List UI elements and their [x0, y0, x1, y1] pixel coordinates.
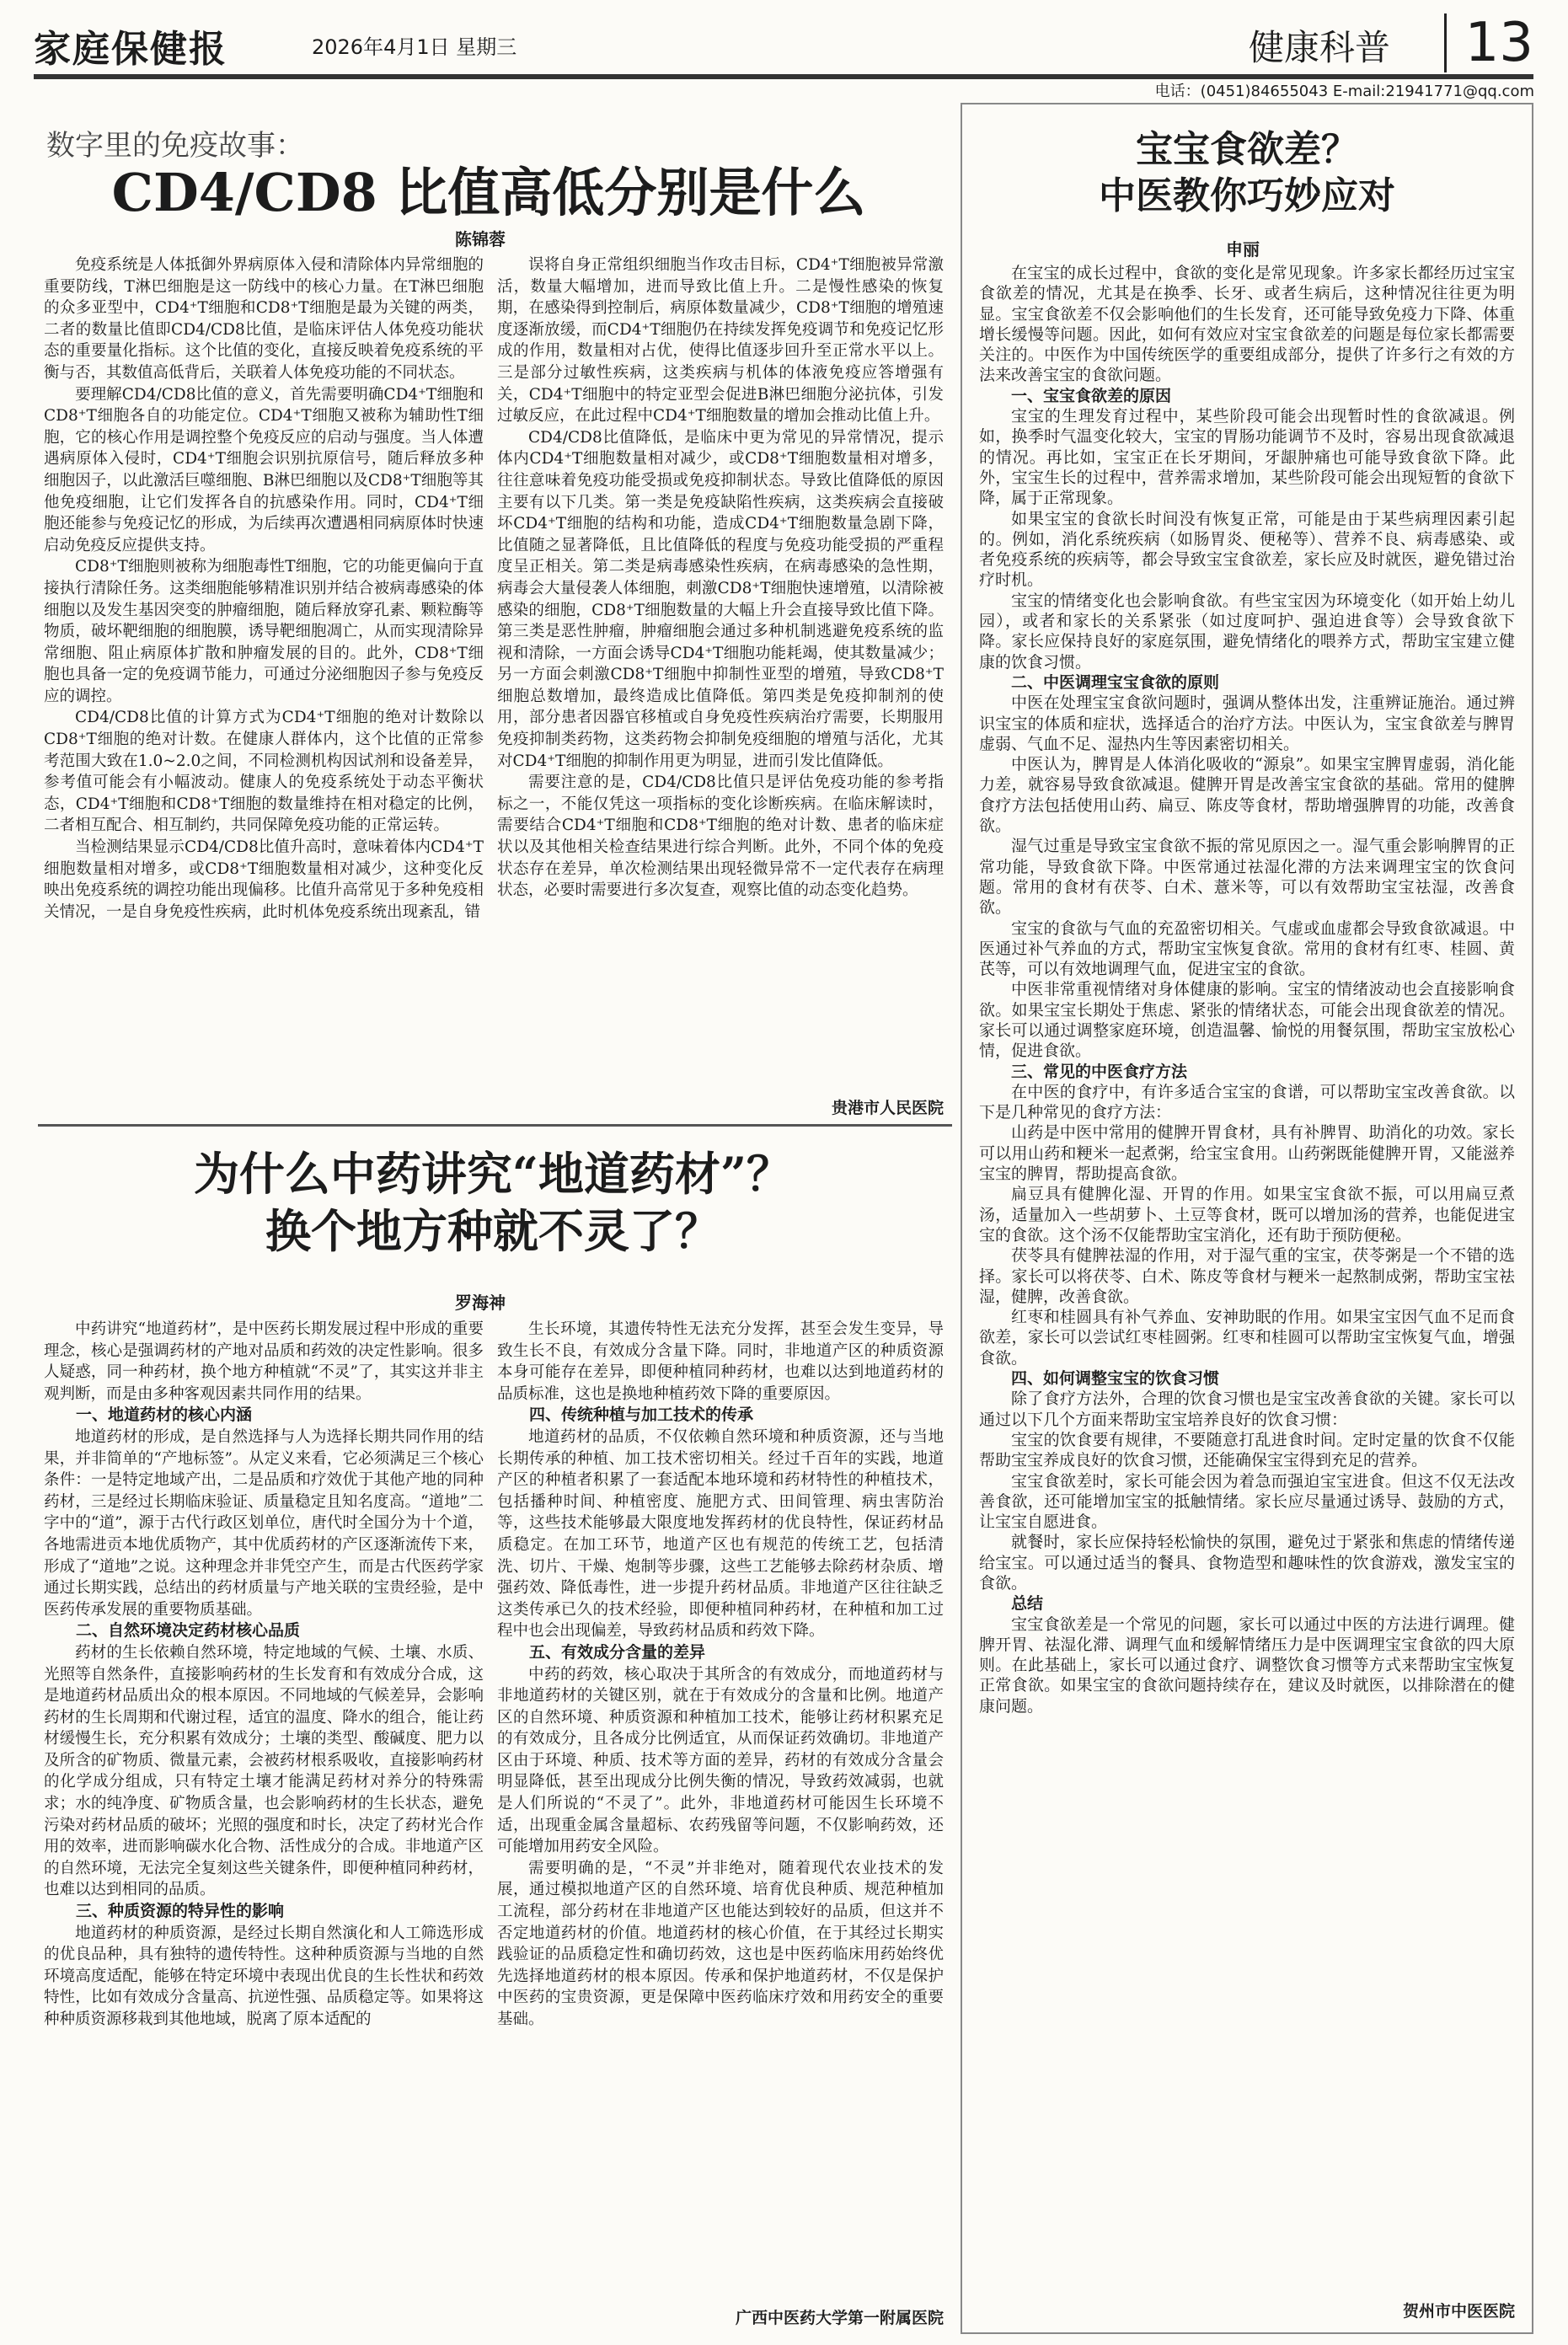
section-heading: 五、有效成分含量的差异 [529, 1642, 706, 1662]
paragraph: 宝宝食欲差时，家长可能会因为着急而强迫宝宝进食。但这不仅无法改善食欲，还可能增加宝宝的抵触情绪。家长应尽量通过诱导、鼓励的方式，让宝宝自愿进食。 [979, 1471, 1515, 1532]
article3-title-line-2: 中医教你巧妙应对 [1099, 174, 1395, 217]
article1-column-2 [497, 254, 944, 1097]
paragraph: CD4/CD8比值的计算方式为CD4⁺T细胞的绝对计数除以CD8⁺T细胞的绝对计数。在健康人群体内，这个比值的正常参考范围大致在1.0~2.0之间，不同检测机构因试剂和设备差异，参考值可能会有小幅波动。健康人的免疫系统处于动态平衡状态，CD4⁺T细胞和CD8⁺T细胞的数量维持在相对稳定的比例，二者相互配合、相互制约，共同保障免疫功能的正常运转。 [44, 709, 484, 835]
section-heading: 总结 [1011, 1594, 1044, 1614]
paragraph: 免疫系统是人体抵御外界病原体入侵和清除体内异常细胞的重要防线，T淋巴细胞是这一防线中的核心力量。在T淋巴细胞的众多亚型中，CD4⁺T细胞和CD8⁺T细胞是最为关键的两类，二者的数量比值即CD4/CD8比值，是临床评估人体免疫功能状态的重要量化指标。这个比值的变化，直接反映着免疫系统的平衡与否，其数值高低背后，关联着人体免疫功能的不同状态。 [44, 256, 484, 382]
paragraph: 要理解CD4/CD8比值的意义，首先需要明确CD4⁺T细胞和CD8⁺T细胞各自的功能定位。CD4⁺T细胞又被称为辅助性T细胞，它的核心作用是调控整个免疫反应的启动与强度。当人体遭遇病原体入侵时，CD4⁺T细胞会识别抗原信号，随后释放多种细胞因子，以此激活巨噬细胞、B淋巴细胞以及CD8⁺T细胞等其他免疫细胞，让它们发挥各自的抗感染作用。同时，CD4⁺T细胞还能参与免疫记忆的形成，为后续再次遭遇相同病原体时快速启动免疫反应提供支持。 [44, 385, 484, 554]
article1-title: CD4/CD8 比值高低分别是什么 [111, 162, 866, 223]
issue-date: 2026年4月1日 星期三 [312, 35, 517, 59]
article3-title [969, 126, 1525, 219]
paragraph: 地道药材的形成，是自然选择与人为选择长期共同作用的结果，并非简单的“产地标签”。从定义来看，它必须满足三个核心条件：一是特定地域产出，二是品质和疗效优于其他产地的同种药材，三是经过长期临床验证、质量稳定且知名度高。“道地”二字中的“道”，源于古代行政区划单位，唐代时全国分为十个道，各地需进贡本地优质物产，其中优质药材的产区逐渐流传下来，形成了“道地”之说。这种理念并非凭空产生，而是古代医药学家通过长期实践，总结出的药材质量与产地关联的宝贵经验，是中医药传承发展的重要物质基础。 [44, 1427, 484, 1619]
paragraph: CD4/CD8比值降低，是临床中更为常见的异常情况，提示体内CD4⁺T细胞数量相对减少，或CD8⁺T细胞数量相对增多，往往意味着免疫功能受损或免疫抑制状态。导致比值降低的原因主要有以下几类。第一类是免疫缺陷性疾病，这类疾病会直接破坏CD4⁺T细胞的结构和功能，造成CD4⁺T细胞数量急剧下降，比值随之显著降低，且比值降低的程度与免疫功能受损的严重程度呈正相关。第二类是病毒感染性疾病，在病毒感染的急性期，病毒会大量侵袭人体细胞，刺激CD8⁺T细胞快速增殖，以清除被感染的细胞，CD8⁺T细胞数量的大幅上升会直接导致比值下降。第三类是恶性肿瘤，肿瘤细胞会通过多种机制逃避免疫系统的监视和清除，一方面会诱导CD4⁺T细胞功能耗竭，使其数量减少；另一方面会刺激CD8⁺T细胞中抑制性亚型的增殖，导致CD8⁺T细胞总数增加，最终造成比值降低。第四类是免疫抑制剂的使用，部分患者因器官移植或自身免疫性疾病治疗需要，长期服用免疫抑制类药物，这类药物会抑制免疫细胞的增殖与活化，尤其对CD4⁺T细胞的抑制作用更为明显，进而引发比值降低。 [497, 428, 944, 770]
paragraph: 扁豆具有健脾化湿、开胃的作用。如果宝宝食欲不振，可以用扁豆煮汤，适量加入一些胡萝卜、土豆等食材，既可以增加汤的营养，也能促进宝宝的食欲。这个汤不仅能帮助宝宝消化，还有助于预防便秘。 [979, 1185, 1515, 1245]
paragraph: 红枣和桂圆具有补气养血、安神助眠的作用。如果宝宝因气血不足而食欲差，家长可以尝试红枣桂圆粥。红枣和桂圆可以帮助宝宝恢复气血，增强食欲。 [979, 1308, 1515, 1368]
section-heading: 四、如何调整宝宝的饮食习惯 [1011, 1369, 1220, 1389]
article2-column-2 [497, 1319, 944, 2305]
paragraph: 需要注意的是，CD4/CD8比值只是评估免疫功能的参考指标之一，不能仅凭这一项指标的变化诊断疾病。在临床解读时，需要结合CD4⁺T细胞和CD8⁺T细胞的绝对计数、患者的临床症状以及其他相关检查结果进行综合判断。此外，不同个体的免疫状态存在差异，单次检测结果出现轻微异常不一定代表存在病理状态，必要时需要进行多次复查，观察比值的动态变化趋势。 [497, 774, 944, 900]
paragraph: 药材的生长依赖自然环境，特定地域的气候、土壤、水质、光照等自然条件，直接影响药材的生长发育和有效成分合成，这是地道药材品质出众的根本原因。不同地域的气候差异，会影响药材的生长周期和代谢过程，适宜的温度、降水的组合，能让药材缓慢生长，充分积累有效成分；土壤的类型、酸碱度、肥力以及所含的矿物质、微量元素，会被药材根系吸收，直接影响药材的化学成分组成，只有特定土壤才能满足药材对养分的特殊需求；水的纯净度、矿物质含量，也会影响药材的生长状态，避免污染对药材品质的破坏；光照的强度和时长，决定了药材光合作用的效率，进而影响碳水化合物、活性成分的合成。非地道产区的自然环境，无法完全复刻这些关键条件，即便种植同种药材，也难以达到相同的品质。 [44, 1643, 484, 1899]
paragraph: 湿气过重是导致宝宝食欲不振的常见原因之一。湿气重会影响脾胃的正常功能，导致食欲下降。中医常通过祛湿化滞的方法来调理宝宝的饮食问题。常用的食材有茯苓、白术、薏米等，可以有效帮助宝宝祛湿，改善食欲。 [979, 837, 1515, 918]
paragraph: 在宝宝的成长过程中，食欲的变化是常见现象。许多家长都经历过宝宝食欲差的情况，尤其是在换季、长牙、或者生病后，这种情况往往更为明显。宝宝食欲差不仅会影响他们的生长发育，还可能导致免疫力下降、体重增长缓慢等问题。因此，如何有效应对宝宝食欲差的问题是每位家长都需要关注的。中医作为中国传统医学的重要组成部分，提供了许多行之有效的方法来改善宝宝的食欲问题。 [979, 264, 1515, 385]
section-heading: 一、宝宝食欲差的原因 [1011, 386, 1172, 405]
paragraph: 除了食疗方法外，合理的饮食习惯也是宝宝改善食欲的关键。家长可以通过以下几个方面来帮助宝宝培养良好的饮食习惯： [979, 1389, 1515, 1429]
article3-source: 贺州市中医医院 [1402, 2302, 1515, 2321]
paragraph: 在中医的食疗中，有许多适合宝宝的食谱，可以帮助宝宝改善食欲。以下是几种常见的食疗方法： [979, 1082, 1515, 1122]
article3-body [979, 263, 1515, 2285]
article2-author: 罗海神 [455, 1293, 506, 1313]
page-number: 13 [1444, 13, 1533, 72]
paragraph: 如果宝宝的食欲长时间没有恢复正常，可能是由于某些病理因素引起的。例如，消化系统疾病（如肠胃炎、便秘等）、营养不良、病毒感染、或者免疫系统的疾病等，都会导致宝宝食欲差，家长应及时就医，避免错过治疗时机。 [979, 509, 1515, 590]
paragraph: 宝宝的情绪变化也会影响食欲。有些宝宝因为环境变化（如开始上幼儿园），或者和家长的关系紧张（如过度呵护、强迫进食等）会导致食欲下降。家长应保持良好的家庭氛围，避免情绪化的喂养方式，帮助宝宝建立健康的饮食习惯。 [979, 591, 1515, 672]
article1-kicker: 数字里的免疫故事： [46, 129, 304, 163]
article2-source: 广西中医药大学第一附属医院 [735, 2309, 944, 2327]
paragraph: 中医非常重视情绪对身体健康的影响。宝宝的情绪波动也会直接影响食欲。如果宝宝长期处于焦虑、紧张的情绪状态，可能会出现食欲差的情况。家长可以通过调整家庭环境，创造温馨、愉悦的用餐氛围，帮助宝宝放松心情，促进食欲。 [979, 980, 1515, 1061]
paragraph: 中医在处理宝宝食欲问题时，强调从整体出发，注重辨证施治。通过辨识宝宝的体质和症状，选择适合的治疗方法。中医认为，宝宝食欲差与脾胃虚弱、气血不足、湿热内生等因素密切相关。 [979, 693, 1515, 753]
contact-line: 电话：(0451)84655043 E-mail:21941771@qq.com [1154, 83, 1534, 100]
article1-source: 贵港市人民医院 [831, 1099, 944, 1117]
article3-title-line-1: 宝宝食欲差？ [1136, 128, 1358, 171]
section-heading: 二、自然环境决定药材核心品质 [76, 1621, 301, 1641]
section-name: 健康科普 [1248, 27, 1390, 68]
article3-author: 申丽 [1226, 239, 1260, 260]
paragraph: 地道药材的种质资源，是经过长期自然演化和人工筛选形成的优良品种，具有独特的遗传特性。这种种质资源与当地的自然环境高度适配，能够在特定环境中表现出优良的生长性状和药效特性，比如有效成分含量高、抗逆性强、品质稳定等。如果将这种种质资源移栽到其他地域，脱离了原本适配的 [44, 1924, 484, 2028]
section-heading: 三、常见的中医食疗方法 [1011, 1062, 1188, 1081]
section-heading: 一、地道药材的核心内涵 [76, 1405, 253, 1425]
article2-title [51, 1146, 935, 1260]
paragraph: 茯苓具有健脾祛湿的作用，对于湿气重的宝宝，茯苓粥是一个不错的选择。家长可以将茯苓、白术、陈皮等食材与粳米一起熬制成粥，帮助宝宝祛湿，健脾，改善食欲。 [979, 1246, 1515, 1306]
paragraph: 中药的药效，核心取决于其所含的有效成分，而地道药材与非地道药材的关键区别，就在于有效成分的含量和比例。地道产区的自然环境、种质资源和种植加工技术，能够让药材积累充足的有效成分，且各成分比例适宜，从而保证药效确切。非地道产区由于环境、种质、技术等方面的差异，药材的有效成分含量会明显降低，甚至出现成分比例失衡的情况，导致药效减弱，也就是人们所说的“不灵了”。此外，非地道药材可能因生长环境不适，出现重金属含量超标、农药残留等问题，不仅影响药效，还可能增加用药安全风险。 [497, 1665, 944, 1856]
paragraph: 山药是中医中常用的健脾开胃食材，具有补脾胃、助消化的功效。家长可以用山药和粳米一起煮粥，给宝宝食用。山药粥既能健脾开胃，又能滋养宝宝的脾胃，帮助提高食欲。 [979, 1123, 1515, 1184]
paragraph: 中药讲究“地道药材”，是中医药长期发展过程中形成的重要理念，核心是强调药材的产地对品质和药效的决定性影响。很多人疑惑，同一种药材，换个地方种植就“不灵”了，其实这并非主观判断，而是由多种客观因素共同作用的结果。 [44, 1320, 484, 1403]
paragraph: 生长环境，其遗传特性无法充分发挥，甚至会发生变异，导致生长不良，有效成分含量下降。同时，非地道产区的种质资源本身可能存在差异，即便种植同种药材，也难以达到地道药材的品质标准，这也是换地种植药效下降的重要原因。 [497, 1320, 944, 1403]
article-divider [38, 1124, 952, 1127]
paragraph: 需要明确的是，“不灵”并非绝对，随着现代农业技术的发展，通过模拟地道产区的自然环境、培育优良种质、规范种植加工流程，部分药材在非地道产区也能达到较好的品质，但这并不否定地道药材的价值。地道药材的核心价值，在于其经过长期实践验证的品质稳定性和确切药效，这也是中医药临床用药始终优先选择地道药材的根本原因。传承和保护地道药材，不仅是保护中医药的宝贵资源，更是保障中医药临床疗效和用药安全的重要基础。 [497, 1859, 944, 2028]
paragraph: 地道药材的品质，不仅依赖自然环境和种质资源，还与当地长期传承的种植、加工技术密切相关。经过千百年的实践，地道产区的种植者积累了一套适配本地环境和药材特性的种植技术，包括播种时间、种植密度、施肥方式、田间管理、病虫害防治等，这些技术能够最大限度地发挥药材的优良特性，保证药材品质稳定。在加工环节，地道产区也有规范的传统工艺，包括清洗、切片、干燥、炮制等步骤，这些工艺能够去除药材杂质、增强药效、降低毒性，进一步提升药材品质。非地道产区往往缺乏这类传承已久的技术经验，即便种植同种药材，在种植和加工过程中也会出现偏差，导致药材品质和药效下降。 [497, 1427, 944, 1641]
article2-title-line-1: 为什么中药讲究“地道药材”？ [193, 1147, 793, 1201]
paragraph: 宝宝的食欲与气血的充盈密切相关。气虚或血虚都会导致食欲减退。中医通过补气养血的方式，帮助宝宝恢复食欲。常用的食材有红枣、桂圆、黄芪等，可以有效地调理气血，促进宝宝的食欲。 [979, 918, 1515, 979]
paragraph: 误将自身正常组织细胞当作攻击目标，CD4⁺T细胞被异常激活，数量大幅增加，进而导致比值上升。二是慢性感染的恢复期，在感染得到控制后，病原体数量减少，CD8⁺T细胞的增殖速度逐渐放缓，而CD4⁺T细胞仍在持续发挥免疫调节和免疫记忆形成的作用，数量相对占优，使得比值逐步回升至正常水平以上。三是部分过敏性疾病，这类疾病与机体的体液免疫应答增强有关，CD4⁺T细胞中的特定亚型会促进B淋巴细胞分泌抗体，引发过敏反应，在此过程中CD4⁺T细胞数量的增加会推动比值上升。 [497, 256, 944, 426]
section-heading: 二、中医调理宝宝食欲的原则 [1011, 672, 1220, 692]
paragraph: 宝宝的生理发育过程中，某些阶段可能会出现暂时性的食欲减退。例如，换季时气温变化较大，宝宝的胃肠功能调节不及时，容易出现食欲减退的情况。再比如，宝宝正在长牙期间，牙龈肿痛也可能导致食欲下降。此外，宝宝生长的过程中，营养需求增加，某些阶段可能会出现短暂的食欲下降，属于正常现象。 [979, 407, 1515, 508]
paragraph: 宝宝的饮食要有规律，不要随意打乱进食时间。定时定量的饮食不仅能帮助宝宝养成良好的饮食习惯，还能确保宝宝得到充足的营养。 [979, 1430, 1515, 1470]
section-heading: 三、种质资源的特异性的影响 [76, 1902, 285, 1921]
paragraph: 就餐时，家长应保持轻松愉快的氛围，避免过于紧张和焦虑的情绪传递给宝宝。可以通过适当的餐具、食物造型和趣味性的饮食游戏，激发宝宝的食欲。 [979, 1533, 1515, 1593]
article1-author: 陈锦蓉 [455, 229, 506, 249]
article2-title-line-2: 换个地方种就不灵了？ [265, 1203, 720, 1258]
section-heading: 四、传统种植与加工技术的传承 [529, 1405, 754, 1425]
masthead [34, 12, 1533, 74]
article1-column-1 [44, 254, 484, 1118]
paragraph: CD8⁺T细胞则被称为细胞毒性T细胞，它的功能更偏向于直接执行清除任务。这类细胞能够精准识别并结合被病毒感染的体细胞以及发生基因突变的肿瘤细胞，随后释放穿孔素、颗粒酶等物质，破坏靶细胞的细胞膜，诱导靶细胞凋亡，从而实现清除异常细胞、阻止病原体扩散和肿瘤发展的目的。此外，CD8⁺T细胞也具备一定的免疫调节能力，可通过分泌细胞因子参与免疫反应的调控。 [44, 558, 484, 705]
article2-column-1 [44, 1319, 484, 2326]
newspaper-name: 家庭保健报 [34, 28, 227, 71]
paragraph: 当检测结果显示CD4/CD8比值升高时，意味着体内CD4⁺T细胞数量相对增多，或CD8⁺T细胞数量相对减少，这种变化反映出免疫系统的调控功能出现偏移。比值升高常见于多种免疫相关情况，一是自身免疫性疾病，此时机体免疫系统出现紊乱，错 [44, 838, 484, 921]
paragraph: 宝宝食欲差是一个常见的问题，家长可以通过中医的方法进行调理。健脾开胃、祛湿化滞、调理气血和缓解情绪压力是中医调理宝宝食欲的四大原则。在此基础上，家长可以通过食疗、调整饮食习惯等方式来帮助宝宝恢复正常食欲。如果宝宝的食欲问题持续存在，建议及时就医，以排除潜在的健康问题。 [979, 1614, 1515, 1716]
paragraph: 中医认为，脾胃是人体消化吸收的“源泉”。如果宝宝脾胃虚弱，消化能力差，就容易导致食欲减退。健脾开胃是改善宝宝食欲的基础。常用的健脾食疗方法包括使用山药、扁豆、陈皮等食材，帮助增强脾胃的功能，改善食欲。 [979, 755, 1515, 836]
